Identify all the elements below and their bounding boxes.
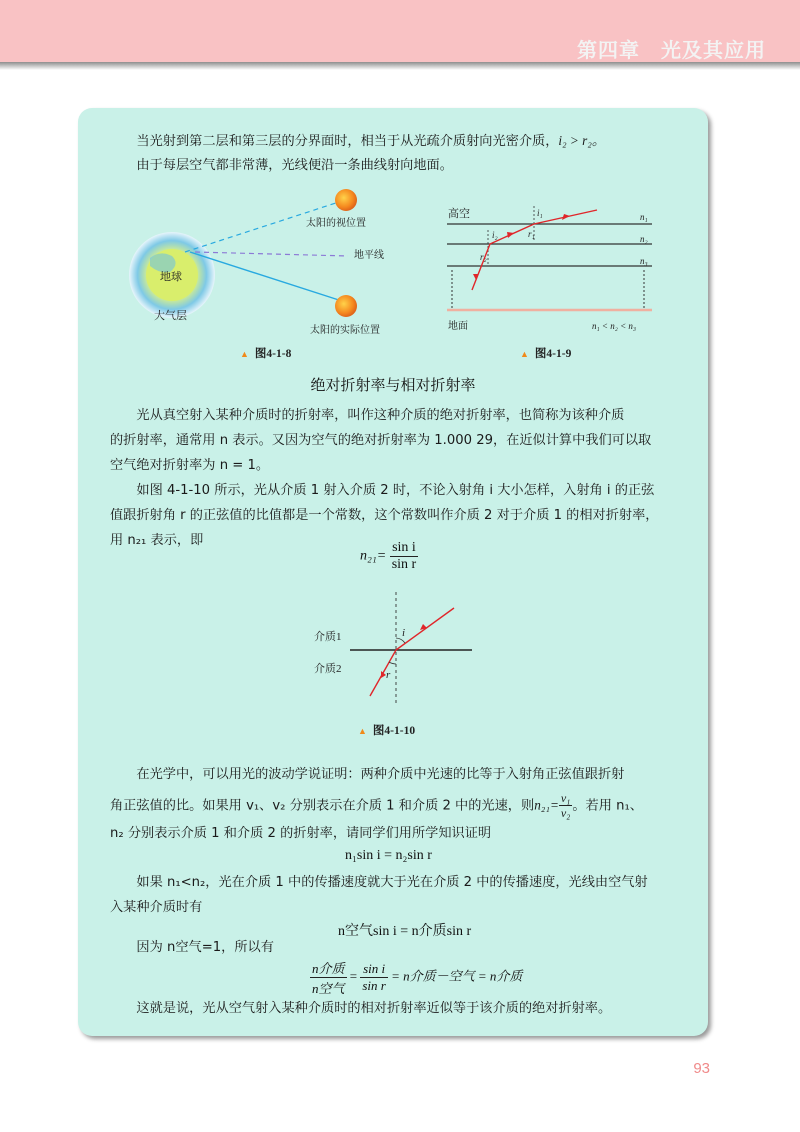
formula-n21-denominator: sin r: [391, 557, 417, 572]
intro-line-1-text: 当光射到第二层和第三层的分界面时，相当于从光疏介质射向光密介质，: [136, 134, 559, 149]
header-shadow: [0, 62, 800, 70]
label-angle-i: i: [402, 627, 406, 639]
wave-line2-text: 角正弦值的比。如果用 v₁、v₂ 分别表示在介质 1 和介质 2 中的光速，则: [110, 798, 535, 814]
para1-line1: 光从真空射入某种介质时的折射率，叫作这种介质的绝对折射率，也简称为该种介质: [136, 408, 625, 423]
section-title: 绝对折射率与相对折射率: [310, 376, 476, 394]
caption-4-1-10-text: 图4-1-10: [372, 725, 416, 737]
formula-relative-num1: n介质: [310, 958, 347, 978]
label-atmosphere: 大气层: [154, 310, 187, 322]
conclusion: 这就是说，光从空气射入某种介质时的相对折射率近似等于该介质的绝对折射率。: [136, 1001, 612, 1016]
intro-line-2: 由于每层空气都非常薄，光线便沿一条曲线射向地面。: [136, 158, 453, 173]
label-n3: n₃: [640, 256, 648, 266]
para2-line2: 值跟折射角 r 的正弦值的比值都是一个常数，这个常数叫作介质 2 对于介质 1 的相对折射率，: [110, 508, 659, 523]
label-r1: r₁: [528, 229, 535, 239]
formula-relative-rhs: = n介质－空气 = n介质: [391, 968, 523, 984]
formula-relative-den1: n空气: [312, 981, 345, 996]
para4: 因为 n空气=1，所以有: [136, 940, 274, 955]
angle-r-arc: [389, 662, 396, 664]
caption-4-1-8: [240, 345, 291, 361]
chapter-title: 第四章 光及其应用: [577, 38, 766, 62]
caption-4-1-8-text: 图4-1-8: [254, 348, 292, 360]
formula-n21-lhs: n₂₁=: [360, 548, 387, 564]
formula-n21: [360, 540, 418, 573]
wave-line2-fraction: [559, 791, 573, 820]
formula-relative: [310, 958, 522, 997]
formula-relative-eq: =: [349, 968, 358, 984]
page-number: 93: [693, 1060, 710, 1077]
label-r2: r₂: [480, 252, 487, 262]
arrow-2: [507, 232, 514, 238]
caption-4-1-9: [520, 345, 571, 361]
para2-line1: 如图 4-1-10 所示，光从介质 1 射入介质 2 时，不论入射角 i 大小怎样，入射角 i 的正弦: [136, 483, 655, 498]
formula-relative-den2: sin r: [362, 978, 386, 993]
label-i2: i₂: [492, 230, 498, 240]
label-n2: n₂: [640, 234, 648, 244]
para2-line3: 用 n₂₁ 表示，即: [110, 533, 204, 548]
caption-4-1-9-text: 图4-1-9: [534, 348, 572, 360]
label-medium-2: 介质2: [314, 663, 342, 675]
para3-line1: 如果 n₁<n₂，光在介质 1 中的传播速度就大于光在介质 2 中的传播速度，光线由空气射: [136, 875, 648, 890]
formula-relative-num2: sin i: [360, 961, 387, 978]
label-sun-actual: 太阳的实际位置: [310, 325, 380, 336]
figure-4-1-10: [310, 588, 490, 708]
label-earth: 地球: [160, 271, 182, 283]
para3-line2: 入某种介质时有: [110, 900, 203, 915]
figure-4-1-9: [442, 200, 662, 340]
intro-line-1: [110, 128, 690, 154]
label-i1: i₁: [537, 208, 543, 218]
curved-light-path: [472, 210, 597, 290]
wave-line2-numerator: v₁: [560, 791, 571, 805]
label-high-sky: 高空: [448, 208, 470, 220]
wave-line2-post: 。若用 n₁、: [572, 798, 643, 814]
formula-snell: n₁sin i = n₂sin r: [345, 848, 432, 863]
wave-line1: 在光学中，可以用光的波动学说证明：两种介质中光速的比等于入射角正弦值跟折射: [136, 767, 625, 782]
triangle-icon: ▲: [520, 349, 529, 359]
formula-relative-fraction-2: [360, 961, 387, 994]
label-ground: 地面: [448, 321, 468, 332]
label-sun-apparent: 太阳的视位置: [306, 218, 366, 229]
triangle-icon: ▲: [240, 349, 249, 359]
formula-air: n空气sin i = n介质sin r: [338, 924, 472, 939]
intro-line-1-formula: i₂ > r₂。: [558, 133, 606, 148]
label-horizon: 地平线: [354, 250, 384, 261]
formula-n21-numerator: sin i: [390, 540, 419, 557]
para1-line2: 的折射率，通常用 n 表示。又因为空气的绝对折射率为 1.000 29，在近似计算中我们可以取: [110, 433, 652, 448]
label-inequality: n₁ < n₂ < n₃: [592, 321, 637, 331]
wave-line3: n₂ 分别表示介质 1 和介质 2 的折射率，请同学们用所学知识证明: [110, 826, 492, 841]
sun-actual-position: [335, 295, 357, 317]
wave-line2-lhs: n₂₁=: [534, 797, 559, 813]
figure-4-1-8: [120, 180, 410, 340]
formula-relative-fraction-1: [310, 958, 347, 997]
wave-line2: [110, 791, 690, 820]
wave-line2-denominator: v₂: [560, 806, 571, 820]
arrow-1: [562, 214, 570, 220]
horizon-line: [195, 252, 348, 256]
formula-n21-fraction: [390, 540, 419, 573]
sun-apparent-position: [335, 189, 357, 211]
label-angle-r: r: [386, 669, 391, 681]
label-medium-1: 介质1: [314, 631, 342, 643]
triangle-icon: ▲: [358, 726, 367, 736]
label-n1: n₁: [640, 212, 648, 222]
caption-4-1-10: [358, 722, 415, 738]
para1-line3: 空气绝对折射率为 n = 1。: [110, 458, 270, 473]
